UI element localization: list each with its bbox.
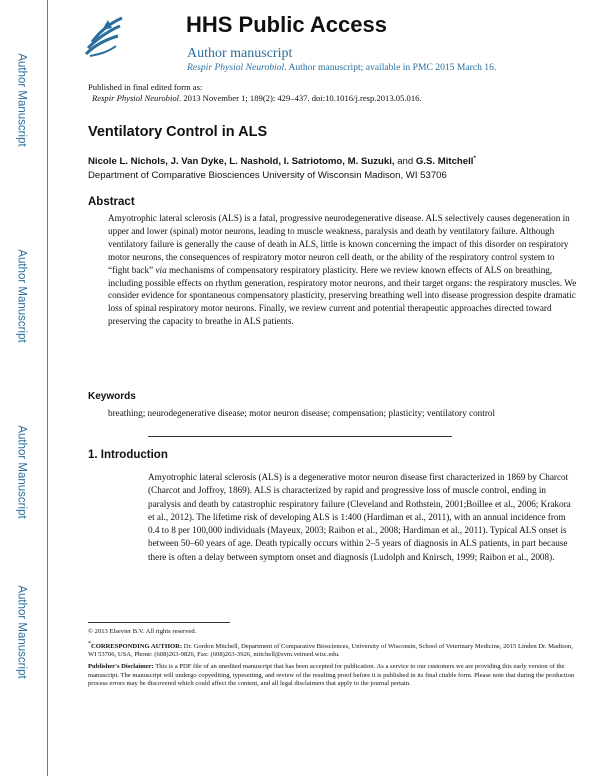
hhs-eagle-logo-icon: [78, 10, 128, 62]
author-manuscript-sidebar: [0, 0, 44, 776]
keywords-list: breathing; neurodegenerative disease; motor neuron disease; compensation; plasticity; ventilatory control: [108, 408, 496, 418]
affiliation: Department of Comparative Biosciences University of Wisconsin Madison, WI 53706: [88, 170, 447, 181]
sidebar-label-3: Author Manuscript: [16, 425, 29, 519]
abstract-heading: Abstract: [88, 196, 135, 208]
journal-availability: Respir Physiol Neurobiol. Author manuscript; available in PMC 2015 March 16.: [187, 62, 497, 73]
article-title: Ventilatory Control in ALS: [88, 124, 268, 140]
hhs-header: [58, 6, 578, 74]
publisher-disclaimer: Publisher's Disclaimer: This is a PDF file of an unedited manuscript that has been accepted for publication. As a service to our customers we are providing this early version of the manuscript. The manuscript will undergo copyediting, typesetting, and review of the resulting proof before it is published in its final citable form. Please note that during the production process errors may be discovered which could affect the content, and all legal disclaimers that apply to the journal pertain.: [88, 662, 575, 688]
publication-note: Published in final edited form as: Respir Physiol Neurobiol. 2013 November 1; 189(2): 429–437. doi:10.1016/j.resp.2013.05.016.: [88, 82, 422, 103]
section-divider: [148, 436, 452, 437]
introduction-body: Amyotrophic lateral sclerosis (ALS) is a degenerative motor neuron disease first characterized in 1869 by Charcot (Charcot and Joffroy, 1869). ALS is characterized by rapid and progressive loss of muscle control, ending in paralysis and death by catastrophic respiratory failure (Cleveland and Rothstein, 2001;Boillee et al., 2006; Krakora et al., 2012). The lifetime risk of developing ALS is 1:400 (Hardiman et al., 2011), with an annual incidence from 0.4 to 8 per 100,000 individuals (Mayeux, 2003; Raibon et al., 2008; Hardiman et al., 2011). Typical ALS onset is between 50–60 years of age. Death typically occurs within 2–5 years of diagnosis in ALS patients, in part because there is often a delay between symptom onset and diagnosis (Ludolph and Knirsch, 1999; Raibon et al., 2008).: [148, 472, 571, 562]
copyright-notice: © 2013 Elsevier B.V. All rights reserved.: [88, 628, 197, 635]
sidebar-label-2: Author Manuscript: [16, 249, 29, 343]
introduction-heading: 1. Introduction: [88, 449, 168, 461]
footnotes: [88, 628, 580, 692]
sidebar-label-1: Author Manuscript: [16, 53, 29, 147]
author-manuscript-subtitle: Author manuscript: [187, 46, 293, 61]
keywords-heading: Keywords: [88, 391, 136, 402]
sidebar-label-4: Author Manuscript: [16, 585, 29, 679]
abstract-body: Amyotrophic lateral sclerosis (ALS) is a fatal, progressive neurodegenerative disease. ALS selectively causes degeneration in upper and lower (spinal) motor neurons, leading to muscle weakness, paralysis and death by ventilatory failure. Although ventilatory failure is generally the cause of death in ALS, little is known concerning the impact of this disorder on respiratory motor neurons, the consequences of respiratory motor neuron cell death, or the ability of the respiratory control system to “fight back” via mechanisms of compensatory respiratory plasticity. Here we review known effects of ALS on breathing, including possible effects on rhythm generation, respiratory motor neurons, and their target organs: the respiratory muscles. We consider evidence for spontaneous compensatory plasticity, preserving breathing well into disease progression despite dramatic loss of spinal respiratory motor neurons. Finally, we review current and potential therapeutic approaches directed toward preserving the capacity to breathe in ALS patients.: [108, 213, 577, 327]
hhs-public-access-title: HHS Public Access: [186, 12, 387, 37]
sidebar-divider: [47, 0, 48, 776]
corresponding-author-note: *CORRESPONDING AUTHOR: Dr. Gordon Mitchell, Department of Comparative Biosciences, University of Wisconsin, School of Veterinary Medicine, 2015 Linden Dr. Madison, WI 53706, USA, Phone: (608)263-9826, Fax: (608)263-3926, mitchell@svm.vetmed.wisc.edu.: [88, 640, 573, 659]
author-list: Nicole L. Nichols, J. Van Dyke, L. Nashold, I. Satriotomo, M. Suzuki, and G.S. Mitchell*: [88, 156, 476, 168]
footnote-divider: [88, 622, 230, 623]
